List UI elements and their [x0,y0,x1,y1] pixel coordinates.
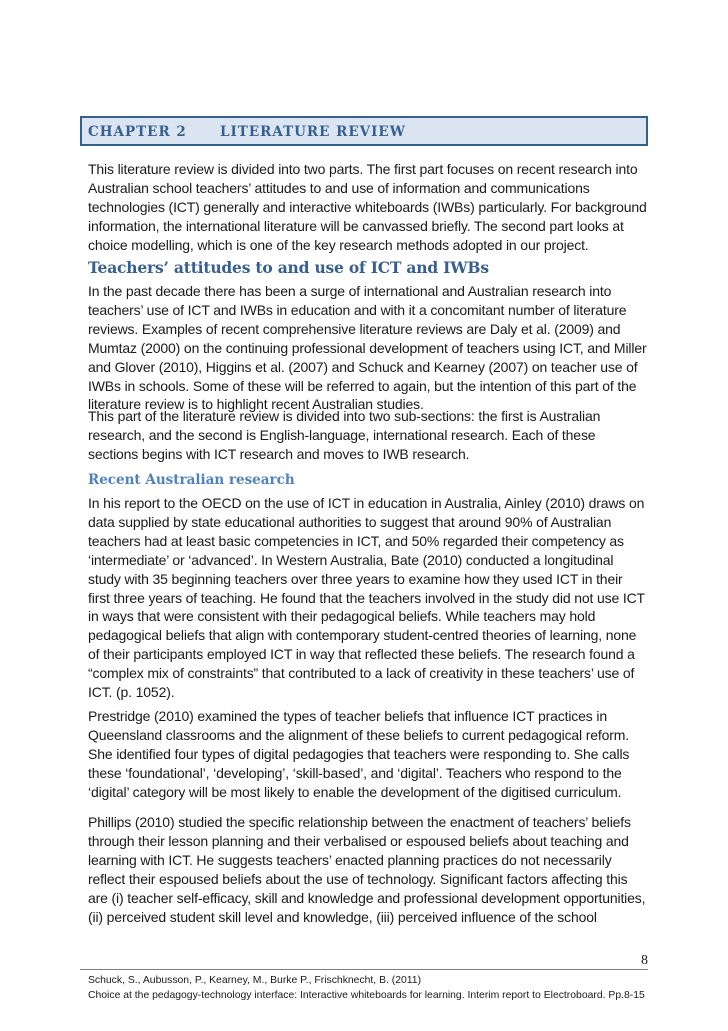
page-number: 8 [641,953,648,968]
footer-divider [80,969,648,970]
section1-paragraph-1: In the past decade there has been a surge of international and Australian research into teachers’ use of ICT and IWBs in education and with it a concomitant number of literature reviews. Examples of recent comprehensive literature reviews are Daly et al. (2009) and Mumtaz (2000) on the continuing professional development of teachers using ICT, and Miller and Glover (2010), Higgins et al. (2007) and Schuck and Kearney (2007) on teacher use of IWBs in schools. Some of these will be referred to again, but the intention of this part of the literature review is to highlight recent Australian studies. [88,283,647,413]
chapter-heading-bar [80,116,648,146]
section1-paragraph-2: This part of the literature review is divided into two sub-sections: the first is Australian research, and the second is English-language, international research. Each of these sections begins with ICT research and moves to IWB research. [88,408,601,462]
footer-citation-line-1: Schuck, S., Aubusson, P., Kearney, M., Burke P., Frischknecht, B. (2011) [88,975,422,986]
section2-paragraph-1: In his report to the OECD on the use of ICT in education in Australia, Ainley (2010) draws on data supplied by state educational authorities to suggest that around 90% of Australian teachers had at least basic competencies in ICT, and 50% regarded their competency as ‘intermediate’ or ‘advanced’. In Western Australia, Bate (2010) conducted a longitudinal study with 35 beginning teachers over three years to examine how they used ICT in their first three years of teaching. He found that the teachers involved in the study did not use ICT in ways that were consistent with their pedagogical beliefs. While teachers may hold pedagogical beliefs that align with contemporary student-centred theories of learning, none of their participants employed ICT in way that reflected these beliefs. The research found a “complex mix of constraints” that contributed to a lack of creativity in these teachers’ use of ICT. (p. 1052). [88,495,645,701]
section-heading-teachers-ict: Teachers’ attitudes to and use of ICT and IWBs [88,258,489,277]
section2-paragraph-3: Phillips (2010) studied the specific relationship between the enactment of teachers’ beliefs through their lesson planning and their verbalised or espoused beliefs about teaching and learning with ICT. He suggests teachers’ enacted planning practices do not necessarily reflect their espoused beliefs about the use of technology. Significant factors affecting this are (i) teacher self-efficacy, skill and knowledge and professional development opportunities, (ii) perceived student skill level and knowledge, (iii) perceived influence of the school [88,814,646,925]
section2-paragraph-2: Prestridge (2010) examined the types of teacher beliefs that influence ICT practices in Queensland classrooms and the alignment of these beliefs to current pedagogical reform. She identified four types of digital pedagogies that teachers were responding to. She calls these ‘foundational’, ‘developing’, ‘skill-based’, and ‘digital’. Teachers who respond to the ‘digital’ category will be most likely to enable the development of the digitised curriculum. [88,708,630,800]
chapter-number: CHAPTER 2 [88,124,187,140]
subsection-heading-australian-research: Recent Australian research [88,472,295,488]
chapter-title: LITERATURE REVIEW [220,124,406,140]
footer-citation-line-2: Choice at the pedagogy-technology interface: Interactive whiteboards for learning. Interim report to Electroboard. Pp.8-15 [88,990,645,1001]
intro-paragraph: This literature review is divided into two parts. The first part focuses on recent research into Australian school teachers’ attitudes to and use of information and communications technologies (ICT) generally and interactive whiteboards (IWBs) particularly. For background information, the international literature will be canvassed briefly. The second part looks at choice modelling, which is one of the key research methods adopted in our project. [88,161,647,253]
